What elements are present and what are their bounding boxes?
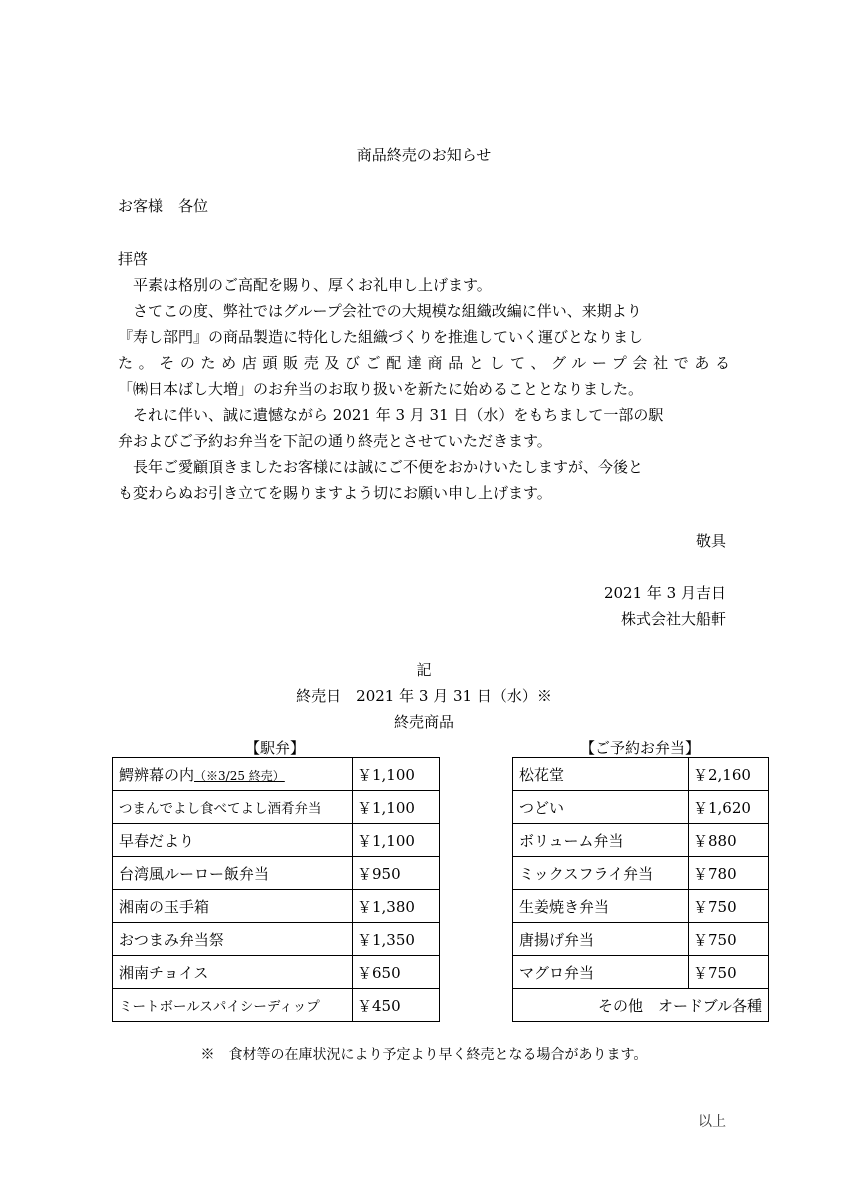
item-name: おつまみ弁当祭 bbox=[113, 923, 353, 956]
item-price: ￥1,350 bbox=[353, 923, 440, 956]
item-price: ￥2,160 bbox=[689, 758, 769, 791]
item-price: ￥950 bbox=[353, 857, 440, 890]
item-name: つまんでよし食べてよし酒肴弁当 bbox=[113, 791, 353, 824]
table-row bbox=[513, 857, 769, 890]
item-price: ￥880 bbox=[689, 824, 769, 857]
table-row bbox=[113, 956, 440, 989]
footnote: ※ 食材等の在庫状況により予定より早く終売となる場合があります。 bbox=[200, 1047, 648, 1063]
end-products-label: 終売商品 bbox=[393, 713, 454, 731]
body-line: 長年ご愛顧頂きましたお客様には誠にご不便をおかけいたしますが、今後と bbox=[133, 458, 644, 476]
item-name: ミックスフライ弁当 bbox=[513, 857, 689, 890]
item-name: 生姜焼き弁当 bbox=[513, 890, 689, 923]
item-price: ￥1,100 bbox=[353, 758, 440, 791]
item-name: 唐揚げ弁当 bbox=[513, 923, 689, 956]
closing: 敬具 bbox=[695, 532, 726, 550]
table-row bbox=[513, 890, 769, 923]
other-items: その他 オードブル各種 bbox=[513, 989, 769, 1022]
item-name: つどい bbox=[513, 791, 689, 824]
table-row bbox=[113, 890, 440, 923]
item-note: （※3/25 終売） bbox=[194, 768, 285, 783]
item-price: ￥650 bbox=[353, 956, 440, 989]
company-name: 株式会社大船軒 bbox=[620, 610, 726, 628]
reservation-caption: 【ご予約お弁当】 bbox=[579, 739, 700, 757]
date: 2021 年 3 月吉日 bbox=[603, 584, 726, 602]
table-row bbox=[513, 791, 769, 824]
item-price: ￥450 bbox=[353, 989, 440, 1022]
item-name: 湘南チョイス bbox=[113, 956, 353, 989]
body-line: 平素は格別のご高配を賜り、厚くお礼申し上げます。 bbox=[133, 276, 492, 294]
body-line: も変わらぬお引き立てを賜りますよう切にお願い申し上げます。 bbox=[118, 484, 552, 502]
item-price: ￥1,100 bbox=[353, 824, 440, 857]
ki-heading: 記 bbox=[416, 661, 432, 679]
item-name: 鰐辨幕の内（※3/25 終売） bbox=[113, 758, 353, 791]
body-line: さてこの度、弊社ではグループ会社での大規模な組織改編に伴い、来期より bbox=[133, 302, 642, 320]
item-price: ￥780 bbox=[689, 857, 769, 890]
item-price: ￥1,380 bbox=[353, 890, 440, 923]
body-line: それに伴い、誠に遺憾ながら 2021 年 3 月 31 日（水）をもちまして一部の駅 bbox=[133, 406, 664, 424]
table-row bbox=[113, 758, 440, 791]
reservation-table bbox=[512, 757, 769, 1022]
table-row bbox=[513, 923, 769, 956]
addressee: お客様 各位 bbox=[118, 197, 209, 215]
item-name: マグロ弁当 bbox=[513, 956, 689, 989]
table-row bbox=[113, 791, 440, 824]
table-row bbox=[513, 758, 769, 791]
item-price: ￥750 bbox=[689, 923, 769, 956]
item-name: 早春だより bbox=[113, 824, 353, 857]
ekiben-caption: 【駅弁】 bbox=[244, 739, 305, 757]
item-price: ￥1,620 bbox=[689, 791, 769, 824]
ekiben-table bbox=[112, 757, 440, 1022]
end-date-line: 終売日 2021 年 3 月 31 日（水）※ bbox=[296, 687, 552, 705]
body-line: 弁およびご予約お弁当を下記の通り終売とさせていただきます。 bbox=[118, 432, 552, 450]
item-price: ￥750 bbox=[689, 890, 769, 923]
item-name: ボリューム弁当 bbox=[513, 824, 689, 857]
table-row bbox=[113, 824, 440, 857]
page-title: 商品終売のお知らせ bbox=[356, 146, 492, 164]
table-row bbox=[513, 824, 769, 857]
table-row bbox=[513, 956, 769, 989]
table-row bbox=[113, 923, 440, 956]
item-name: 松花堂 bbox=[513, 758, 689, 791]
item-name: ミートボールスパイシーディップ bbox=[113, 989, 353, 1022]
table-row bbox=[513, 989, 769, 1022]
item-price: ￥1,100 bbox=[353, 791, 440, 824]
table-row bbox=[113, 989, 440, 1022]
item-name: 湘南の玉手箱 bbox=[113, 890, 353, 923]
item-price: ￥750 bbox=[689, 956, 769, 989]
body-line: 「㈱日本ばし大増」のお弁当のお取り扱いを新たに始めることとなりました。 bbox=[118, 380, 644, 398]
body-line: た。そのため店頭販売及びご配達商品として、グループ会社である bbox=[118, 354, 730, 372]
table-row bbox=[113, 857, 440, 890]
body-line: 『寿し部門』の商品製造に特化した組織づくりを推進していく運びとなりまし bbox=[118, 328, 644, 346]
end-mark: 以上 bbox=[698, 1114, 726, 1130]
item-name: 台湾風ルーロー飯弁当 bbox=[113, 857, 353, 890]
greeting: 拝啓 bbox=[118, 250, 149, 268]
letter-body bbox=[118, 246, 730, 506]
